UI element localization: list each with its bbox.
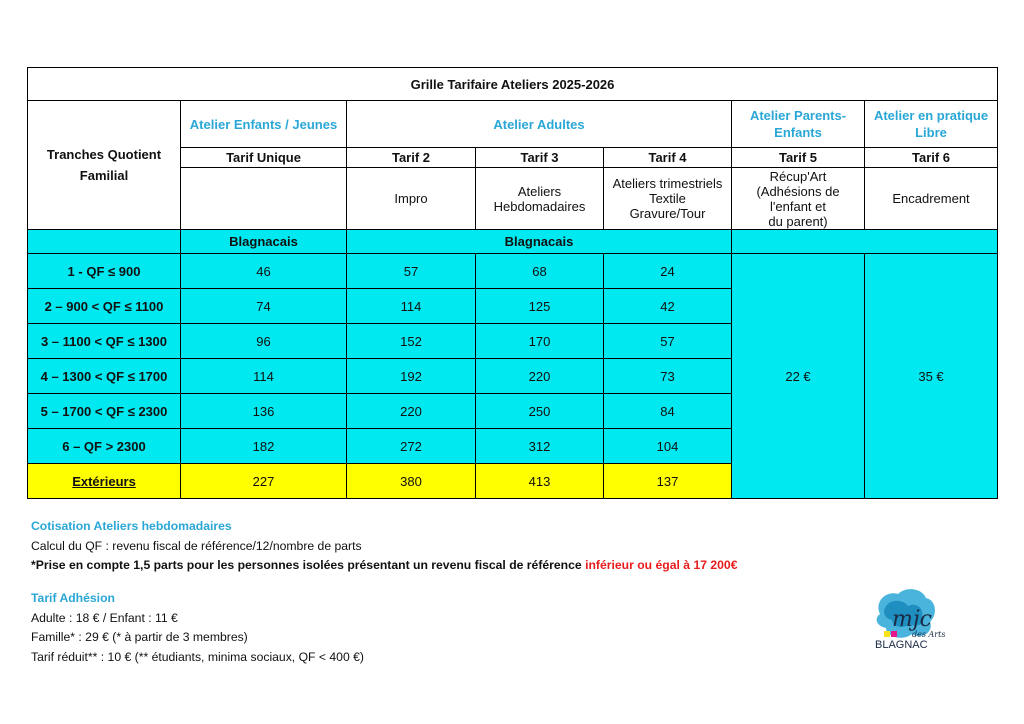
tarif-4-header: Tarif 4 (604, 148, 732, 168)
price-cell: 152 (347, 324, 476, 359)
price-cell: 114 (347, 289, 476, 324)
price-cell: 182 (181, 429, 347, 464)
desc-tarif-4: Ateliers trimestriels Textile Gravure/Tour (604, 168, 732, 230)
price-cell: 46 (181, 254, 347, 289)
calcul-qf-text: Calcul du QF : revenu fiscal de référence/12/nombre de parts (31, 538, 362, 553)
mjc-logo-graphic (872, 584, 946, 660)
price-cell: 312 (476, 429, 604, 464)
mjc-logo (872, 584, 946, 660)
price-cell: 57 (604, 324, 732, 359)
tarif-2-header: Tarif 2 (347, 148, 476, 168)
price-cell: 57 (347, 254, 476, 289)
table-title: Grille Tarifaire Ateliers 2025-2026 (28, 68, 998, 101)
price-cell: 84 (604, 394, 732, 429)
price-cell: 114 (181, 359, 347, 394)
adhesion-adulte-enfant: Adulte : 18 € / Enfant : 11 € (31, 610, 178, 625)
adhesion-title: Tarif Adhésion (31, 591, 115, 605)
price-cell: 68 (476, 254, 604, 289)
blagnacais-label-adultes: Blagnacais (347, 230, 732, 254)
blagnacais-empty-right (732, 230, 998, 254)
desc-tarif-3: Ateliers Hebdomadaires (476, 168, 604, 230)
price-cell: 170 (476, 324, 604, 359)
adhesion-famille: Famille* : 29 € (* à partir de 3 membres) (31, 630, 248, 644)
price-cell: 104 (604, 429, 732, 464)
adhesion-tarif-reduit: Tarif réduit** : 10 € (** étudiants, minima sociaux, QF < 400 €) (31, 649, 364, 664)
price-cell: 73 (604, 359, 732, 394)
logo-des-arts-text: des Arts (912, 630, 946, 639)
table-row (28, 254, 998, 289)
blagnacais-label-enfants: Blagnacais (181, 230, 347, 254)
tarif-unique-header: Tarif Unique (181, 148, 347, 168)
exterieurs-label: Extérieurs (28, 464, 181, 499)
group-adultes: Atelier Adultes (347, 101, 732, 148)
group-parents: Atelier Parents-Enfants (732, 101, 865, 148)
qf-band: 5 – 1700 < QF ≤ 2300 (28, 394, 181, 429)
tarif-5-flat: 22 € (732, 254, 865, 499)
desc-tarif-6: Encadrement (865, 168, 998, 230)
price-cell: 380 (347, 464, 476, 499)
desc-tarif-5: Récup'Art (Adhésions de l'enfant et du parent) (732, 168, 865, 230)
price-cell: 192 (347, 359, 476, 394)
logo-city-text: BLAGNAC (875, 639, 928, 651)
price-cell: 272 (347, 429, 476, 464)
price-cell: 220 (476, 359, 604, 394)
price-cell: 413 (476, 464, 604, 499)
tarif-5-header: Tarif 5 (732, 148, 865, 168)
price-cell: 42 (604, 289, 732, 324)
price-cell: 227 (181, 464, 347, 499)
blagnacais-empty (28, 230, 181, 254)
tarif-3-header: Tarif 3 (476, 148, 604, 168)
qf-band: 6 – QF > 2300 (28, 429, 181, 464)
price-cell: 220 (347, 394, 476, 429)
cotisation-title: Cotisation Ateliers hebdomadaires (31, 519, 232, 533)
qf-header: Tranches Quotient Familial (28, 101, 181, 230)
price-cell: 96 (181, 324, 347, 359)
price-cell: 125 (476, 289, 604, 324)
tarif-6-header: Tarif 6 (865, 148, 998, 168)
qf-band: 1 - QF ≤ 900 (28, 254, 181, 289)
prise-en-compte-text: *Prise en compte 1,5 parts pour les personnes isolées présentant un revenu fiscal de référence inférieur ou égal à 17 200€ (31, 558, 738, 572)
qf-band: 2 – 900 < QF ≤ 1100 (28, 289, 181, 324)
price-cell: 74 (181, 289, 347, 324)
price-cell: 136 (181, 394, 347, 429)
logo-mjc-text: mjc (892, 607, 933, 632)
qf-band: 4 – 1300 < QF ≤ 1700 (28, 359, 181, 394)
desc-tarif-2: Impro (347, 168, 476, 230)
tariff-table (27, 67, 998, 499)
price-cell: 24 (604, 254, 732, 289)
price-cell: 250 (476, 394, 604, 429)
desc-empty (181, 168, 347, 230)
price-cell: 137 (604, 464, 732, 499)
tarif-6-flat: 35 € (865, 254, 998, 499)
adhesion-notes (31, 589, 364, 667)
group-enfants: Atelier Enfants / Jeunes (181, 101, 347, 148)
qf-band: 3 – 1100 < QF ≤ 1300 (28, 324, 181, 359)
cotisation-notes (31, 517, 738, 576)
group-libre: Atelier en pratique Libre (865, 101, 998, 148)
